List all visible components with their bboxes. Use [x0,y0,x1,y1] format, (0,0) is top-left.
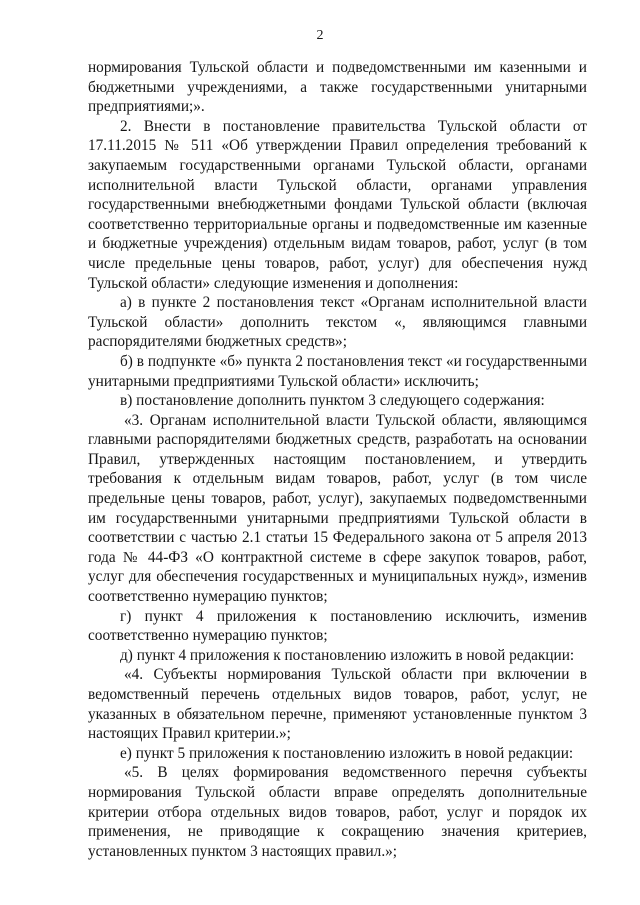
document-body [88,58,587,861]
paragraph-quote-item-5: «5. В целях формирования ведомственного перечня субъекты нормирования Тульской области вправе определять дополнительные критерии отбора отдельных видов товаров, работ, услуг и порядок их применения, не приводящие к сокращению значения критериев, установленных пунктом 3 настоящих правил.»; [88,764,587,860]
paragraph-subitem-g: г) пункт 4 приложения к постановлению исключить, изменив соответственно нумерацию пунктов; [88,607,587,645]
paragraph-quote-item-3: «3. Органам исполнительной власти Тульской области, являющимся главными распорядителями бюджетных средств, разработать на основании Правил, утвержденных настоящим постановлением, и утвердить требования к отдельным видам товаров, работ, услуг (в том числе предельные цены товаров, работ, услуг), закупаемых подведомственными им государственными унитарными предприятиями Тульской области в соответствии с частью 2.1 статьи 15 Федерального закона от 5 апреля 2013 года № 44-ФЗ «О контрактной системе в сфере закупок товаров, работ, услуг для обеспечения государственных и муниципальных нужд», изменив соответственно нумерацию пунктов; [88,411,587,606]
paragraph-continuation: нормирования Тульской области и подведомственными им казенными и бюджетными учреждениями, а также государственными унитарными предприятиями;». [88,59,587,116]
paragraph-quote-item-4: «4. Субъекты нормирования Тульской области при включении в ведомственный перечень отдельных видов товаров, работ, услуг, не указанных в обязательном перечне, применяют установленные пунктом 3 настоящих Правил критерии.»; [88,666,587,743]
paragraph-subitem-a: а) в пункте 2 постановления текст «Органам исполнительной власти Тульской области» дополнить текстом «, являющимся главными распорядителями бюджетных средств»; [88,294,587,351]
page-number: 2 [316,28,324,43]
paragraph-subitem-d: д) пункт 4 приложения к постановлению изложить в новой редакции: [120,646,575,664]
paragraph-subitem-e: е) пункт 5 приложения к постановлению изложить в новой редакции: [120,744,574,762]
paragraph-subitem-v: в) постановление дополнить пунктом 3 следующего содержания: [120,392,545,410]
paragraph-item-2: 2. Внести в постановление правительства Тульской области от 17.11.2015 № 511 «Об утверждении Правил определения требований к закупаемым государственными органами Тульской области, органами исполнительной власти Тульской области, органами управления государственными внебюджетными фондами Тульской области (включая соответственно территориальные органы и подведомственные им казенные и бюджетные учреждения) отдельным видам товаров, работ, услуг (в том числе предельные цены товаров, работ, услуг) для обеспечения нужд Тульской области» следующие изменения и дополнения: [88,117,587,292]
paragraph-subitem-b: б) в подпункте «б» пункта 2 постановления текст «и государственными унитарными предприятиями Тульской области» исключить; [88,352,587,390]
